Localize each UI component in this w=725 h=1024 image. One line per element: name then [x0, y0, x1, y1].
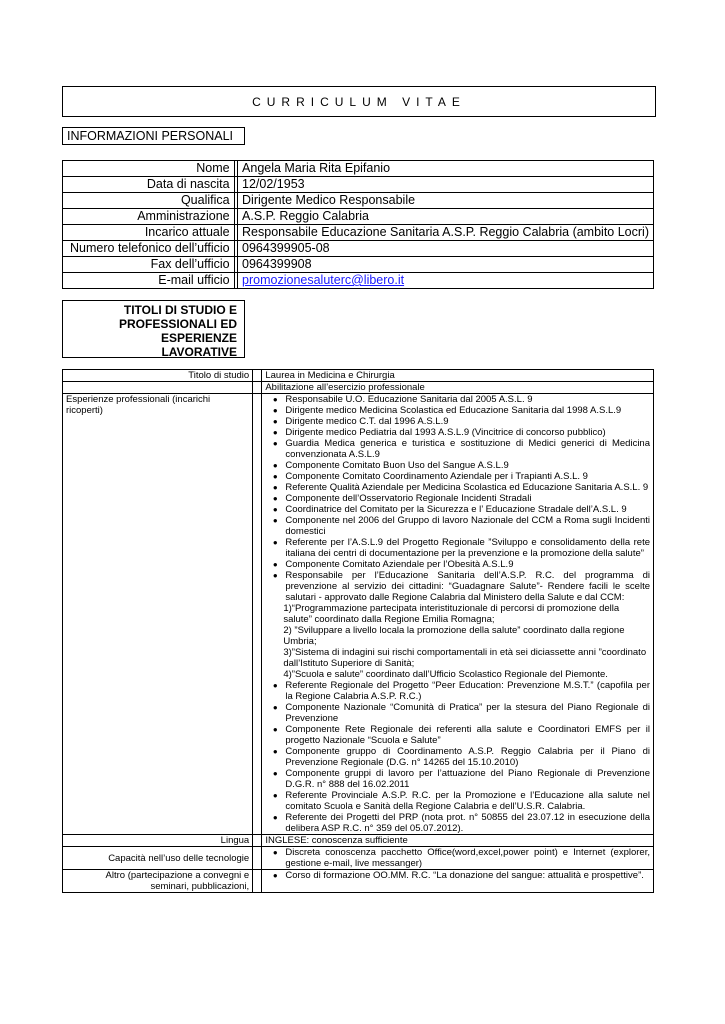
personal-row — [63, 257, 654, 273]
list-item-text: Referente dei Progetti del PRP (nota prot. n° 50855 del 23.07.12 in esecuzione della delibera ASP R.C. n° 359 del 05.07.2012). — [285, 812, 650, 834]
experience-list — [262, 394, 654, 835]
list-item — [265, 482, 650, 493]
bullet-icon: ● — [272, 747, 278, 756]
personal-info-table — [62, 160, 654, 289]
list-item-text: Referente per l’A.S.L.9 del Progetto Regionale ”Sviluppo e consolidamento della rete italiana dei centri di documentazione per la prevenzione e la promozione della salute” — [285, 537, 650, 559]
list-item-text: Discreta conoscenza pacchetto Office(word,excel,power point) e Internet (explorer, gestione e-mail, live messanger) — [285, 847, 650, 869]
personal-label: E-mail ufficio — [63, 273, 235, 289]
table-row — [63, 382, 654, 394]
section-title-line: PROFESSIONALI ED — [118, 317, 237, 331]
table-row — [63, 370, 654, 382]
section-title-line: TITOLI DI STUDIO E — [123, 303, 237, 317]
personal-label: Amministrazione — [63, 209, 235, 225]
sub-list-item: 2) ”Sviluppare a livello locala la promozione della salute” coordinato dalla regione Umbria; — [283, 625, 625, 647]
personal-value: Dirigente Medico Responsabile — [238, 193, 654, 209]
list-item-text: Referente Qualità Aziendale per Medicina Scolastica ed Educazione Sanitaria A.S.L. 9 — [285, 482, 649, 493]
personal-label: Qualifica — [63, 193, 235, 209]
bullet-icon: ● — [272, 516, 278, 525]
row-label: Capacità nell’uso delle tecnologie — [63, 847, 253, 870]
row-label: Titolo di studio — [63, 370, 253, 382]
bullet-icon: ● — [272, 428, 278, 437]
personal-value: Angela Maria Rita Epifanio — [238, 161, 654, 177]
sub-list-item: 1)“Programmazione partecipata interistituzionale di percorsi di promozione della salute” coordinato dalla Regione Emilia Romagna; — [283, 603, 620, 625]
bullet-icon: ● — [272, 813, 278, 822]
list-item-text: Guardia Medica generica e turistica e sostituzione di Medici generici di Medicina convenzionata A.S.L.9 — [285, 438, 650, 460]
list-item-text: Coordinatrice del Comitato per la Sicurezza e l’ Educazione Stradale dell’A.S.L. 9 — [285, 504, 627, 515]
list-item — [265, 724, 650, 746]
list-item — [265, 504, 650, 515]
bullet-icon: ● — [272, 560, 278, 569]
personal-label: Fax dell’ufficio — [63, 257, 235, 273]
list-item — [265, 790, 650, 812]
list-item — [265, 680, 650, 702]
table-row — [63, 835, 654, 847]
bullet-icon: ● — [272, 703, 278, 712]
bullet-icon: ● — [272, 871, 278, 880]
list-item-text: Corso di formazione OO.MM. R.C. “La donazione del sangue: attualità e prospettive”. — [285, 870, 644, 881]
bullet-icon: ● — [272, 439, 278, 448]
list-item — [265, 768, 650, 790]
list-item — [265, 405, 650, 416]
list-item-text: Referente Provinciale A.S.P. R.C. per la Promozione e l’Educazione alla salute nel comitato Scuola e Sanità della Regione Calabria e dell’U.S.R. Calabria. — [285, 790, 650, 812]
list-item — [265, 847, 650, 869]
bullet-icon: ● — [272, 417, 278, 426]
personal-row — [63, 225, 654, 241]
personal-row — [63, 193, 654, 209]
personal-row — [63, 177, 654, 193]
list-item-text: Componente Comitato Coordinamento Aziendale per i Trapianti A.S.L. 9 — [285, 471, 588, 482]
list-item — [265, 559, 650, 570]
personal-value: Responsabile Educazione Sanitaria A.S.P. Reggio Calabria (ambito Locri) — [238, 225, 654, 241]
list-item-text: Dirigente medico C.T. dal 1996 A.S.L.9 — [285, 416, 449, 427]
list-item — [265, 427, 650, 438]
bullet-icon: ● — [272, 848, 278, 857]
row-value: INGLESE: conoscenza sufficiente — [262, 835, 654, 847]
table-row — [63, 847, 654, 870]
personal-value: 0964399908 — [238, 257, 654, 273]
list-item — [265, 515, 650, 537]
list-item — [265, 416, 650, 427]
personal-info-header: INFORMAZIONI PERSONALI — [62, 127, 245, 145]
bullet-icon: ● — [272, 505, 278, 514]
personal-label: Data di nascita — [63, 177, 235, 193]
list-item — [265, 702, 650, 724]
bullet-icon: ● — [272, 461, 278, 470]
sub-list-item: 3)”Sistema di indagini sui rischi comportamentali in età sei diciassette anni ”coordinato dall’Istituto Superiore di Sanità; — [283, 647, 647, 669]
list-item — [265, 460, 650, 471]
list-item — [265, 394, 650, 405]
list-item — [265, 812, 650, 834]
section-title-line: LAVORATIVE — [161, 345, 237, 359]
personal-label: Nome — [63, 161, 235, 177]
list-item-text: Responsabile U.O. Educazione Sanitaria dal 2005 A.S.L. 9 — [285, 394, 533, 405]
row-value: Abilitazione all’esercizio professionale — [262, 382, 654, 394]
table-row — [63, 394, 654, 835]
list-item-text: Componente nel 2006 del Gruppo di lavoro Nazionale del CCM a Roma sugli Incidenti domestici — [285, 515, 650, 537]
list-item — [265, 870, 650, 881]
list-item-text: Componente dell’Osservatorio Regionale Incidenti Stradali — [285, 493, 532, 504]
email-link[interactable]: promozionesaluterc@libero.it — [238, 273, 654, 289]
list-item-text: Componente gruppo di Coordinamento A.S.P. Reggio Calabria per il Piano di Prevenzione Regionale (D.G. n° 14265 del 15.10.2010) — [285, 746, 650, 768]
row-label: Esperienze professionali (incarichi ricoperti) — [63, 394, 253, 835]
list-item-text: Componente Comitato Buon Uso del Sangue A.S.L.9 — [285, 460, 509, 471]
table-row — [63, 870, 654, 893]
personal-row — [63, 273, 654, 289]
list-item-text: Responsabile per l’Educazione Sanitaria dell’A.S.P. R.C. del programma di prevenzione al servizio dei cittadini: “Guadagnare Salute”- Rendere facili le scelte salutari - approvato dalle Regione Calabria dal Ministero della Salute e dal CCM: — [285, 570, 650, 603]
section-title — [62, 300, 245, 358]
section-title-line: ESPERIENZE — [160, 331, 237, 345]
list-item-text: Dirigente medico Pediatria dal 1993 A.S.L.9 (Vincitrice di concorso pubblico) — [285, 427, 606, 438]
bullet-icon: ● — [272, 681, 278, 690]
bullet-icon: ● — [272, 395, 278, 404]
list-item — [265, 570, 650, 603]
list-item — [265, 537, 650, 559]
list-item — [265, 438, 650, 460]
list-item-text: Componente Comitato Aziendale per l’Obesità A.S.L.9 — [285, 559, 514, 570]
personal-value: 12/02/1953 — [238, 177, 654, 193]
personal-value: A.S.P. Reggio Calabria — [238, 209, 654, 225]
personal-row — [63, 241, 654, 257]
list-item-text: Referente Regionale del Progetto “Peer Education: Prevenzione M.S.T.” (capofila per la Regione Calabria A.S.P. R.C.) — [285, 680, 650, 702]
bullet-icon: ● — [272, 406, 278, 415]
personal-row — [63, 209, 654, 225]
list-item-text: Componente Nazionale “Comunità di Pratica” per la stesura del Piano Regionale di Prevenzione — [285, 702, 650, 724]
bullet-icon: ● — [272, 538, 278, 547]
personal-label: Incarico attuale — [63, 225, 235, 241]
sub-list-item: 4)”Scuola e salute” coordinato dall’Ufficio Scolastico Regionale del Piemonte. — [283, 669, 608, 680]
personal-row — [63, 161, 654, 177]
personal-value: 0964399905-08 — [238, 241, 654, 257]
personal-label: Numero telefonico dell’ufficio — [63, 241, 235, 257]
bullet-icon: ● — [272, 483, 278, 492]
bullet-icon: ● — [272, 769, 278, 778]
row-label: Lingua — [63, 835, 253, 847]
row-label: Altro (partecipazione a convegni e seminari, pubblicazioni, — [63, 870, 253, 893]
list-item-text: Dirigente medico Medicina Scolastica ed Educazione Sanitaria dal 1998 A.S.L.9 — [285, 405, 622, 416]
row-value: Laurea in Medicina e Chirurgia — [262, 370, 654, 382]
document-title: CURRICULUM VITAE — [62, 86, 656, 117]
list-item-text: Componente Rete Regionale dei referenti alla salute e Coordinatori EMFS per il progetto Nazionale “Scuola e Salute” — [285, 724, 650, 746]
list-item — [265, 471, 650, 482]
experience-table — [62, 369, 654, 893]
list-item — [265, 493, 650, 504]
bullet-icon: ● — [272, 725, 278, 734]
list-item — [265, 746, 650, 768]
bullet-icon: ● — [272, 571, 278, 580]
bullet-icon: ● — [272, 472, 278, 481]
bullet-icon: ● — [272, 494, 278, 503]
list-item-text: Componente gruppi di lavoro per l’attuazione del Piano Regionale di Prevenzione D.G.R. n° 888 del 16.02.2011 — [285, 768, 650, 790]
bullet-icon: ● — [272, 791, 278, 800]
